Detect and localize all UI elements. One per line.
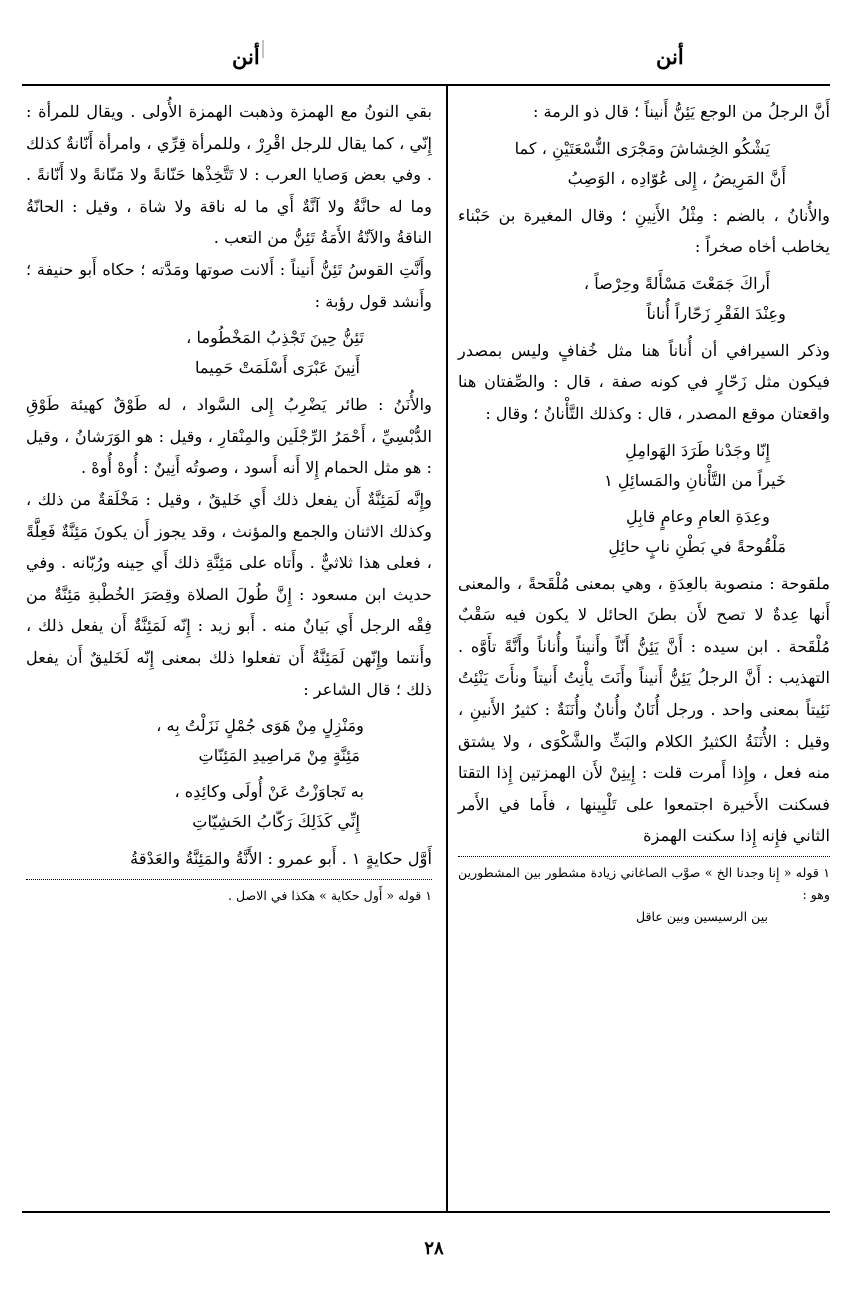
footer-rule <box>22 1211 830 1213</box>
footnote-text: ١ قوله « أَول حكاية » هكذا في الاصل . <box>227 887 432 903</box>
running-head-right: أنن <box>656 44 684 69</box>
verse-hemistich: به تَجاوَزْتُ عَنْ أُولَى وكائِدِه ، <box>174 782 364 802</box>
paragraph: والأُنانُ ، بالضم : مِثْلُ الأَنِينِ ؛ وقال المغيرة بن حَبْناء يخاطب أخاه صخراً : <box>458 205 830 257</box>
footnote-rule <box>458 856 830 858</box>
footnote-text: ١ قوله « إِنا وجدنا الخ » صوَّب الصاغاني زيادة مشطور بين المشطورين وهو : <box>458 864 830 902</box>
paragraph: بقي النونُ مع الهمزة وذهبت الهمزة الأُولى . ويقال للمرأة : إِنّي ، كما يقال للرجل اقْرِرْ ، وللمرأة قِرِّي ، وامرأة أَنّانةٌ كذلك . وفي بعض وَصايا العرب : لا تَتَّخِذْها حَنّانةً ولا مَنّانةً ولا أَنّانةً . وما له حانَّةٌ ولا آنَّةٌ أَي ما له ناقة ولا شاة ، وقيل : الحانّةُ الناقةُ والآنّةُ الأَمَةُ تَئِنُّ من التعب . <box>26 102 432 248</box>
page-number: ٢٨ <box>424 1238 444 1259</box>
verse-hemistich: أَنِينَ عَبْرَى أَسْلَمَتْ حَمِيما <box>194 358 360 378</box>
verse-hemistich: أَنَّ المَرِيضُ ، إِلى عُوّادِه ، الوَصِبُ <box>567 168 786 188</box>
verse-hemistich: وعِدَةِ العامِ وعامٍ قابِلِ <box>626 506 770 526</box>
footnote-verse: بين الرسيسين وبين عاقل <box>635 908 768 924</box>
paragraph: أَوَّل حكايةٍ ١ . أَبو عمرو : الأَنَّةُ والمَئِنَّةُ والعَدْقةُ <box>130 849 432 869</box>
column-divider <box>446 86 448 1211</box>
verse-hemistich: أَراكَ جَمَعْتَ مَسْأَلةً وحِرْصاً ، <box>583 273 770 293</box>
verse <box>26 323 432 383</box>
verse-hemistich: خَيراً من التَّأْنانِ والمَسائِلِ ١ <box>604 470 786 490</box>
verse-hemistich: ومَنْزِلٍ مِنْ هَوَى جُمْلٍ نَزَلْتُ بِه ، <box>156 716 364 736</box>
verse-hemistich: إِنّا وجَدْنا طَرَدَ الهَوامِلِ <box>625 440 770 460</box>
verse <box>26 711 432 771</box>
right-column <box>458 96 830 928</box>
verse-hemistich: تَئِنُّ حِينَ تَجْذِبُ المَخْطُوما ، <box>186 328 364 348</box>
paragraph: والأُنَنُ : طائر يَضْرِبُ إِلى السَّواد ، له طَوْقٌ كهيئة طَوْقِ الدُّبْسِيِّ ، أَحْمَرُ الرِّجْلَين والمِنْقارِ ، وقيل : هو الوَرَشانُ ، وقيل : هو مثل الحمام إِلا أَنه أَسود ، وصوتُه أَنِينٌ : أُوهْ أُوهْ . <box>26 395 432 478</box>
verse-hemistich: وعِنْدَ الفَقْرِ زَحّاراً أُناناً <box>646 303 786 323</box>
ink-speck <box>262 40 264 58</box>
verse-hemistich: مَلْقُوحةً في بَطْنِ نابٍ حائِلِ <box>608 536 786 556</box>
verse <box>26 777 432 837</box>
verse <box>458 269 830 329</box>
running-head-left: أنن <box>232 44 260 69</box>
footnote-rule <box>26 879 432 881</box>
left-column <box>26 96 432 907</box>
paragraph: وذكر السيرافي أن أُناناً هنا مثل خُفافٍ وليس بمصدر فيكون مثل زَحّارٍ في كونه صفة ، قال : والصِّفتان هنا واقعتان موقع المصدر ، قال : وكذلك التَّأْنانُ ؛ وقال : <box>458 340 830 423</box>
verse <box>458 134 830 194</box>
paragraph: وأَنَّتِ القوسُ تَئِنُّ أَنيناً : أَلانت صوتها ومَدَّته ؛ حكاه أَبو حنيفة ؛ وأَنشد قول رؤبة : <box>26 259 432 311</box>
paragraph: أَنَّ الرجلُ من الوجع يَئِنُّ أَنيناً ؛ قال ذو الرمة : <box>532 102 830 121</box>
verse-hemistich: إِنِّي كَذَلِكَ رَكّابُ الحَشِيّاتِ <box>192 812 360 832</box>
footnote <box>26 885 432 907</box>
verse <box>458 436 830 496</box>
verse <box>458 502 830 562</box>
header-rule <box>22 84 830 86</box>
paragraph: ملقوحة : منصوبة بالعِدَةِ ، وهي بمعنى مُلْقَحةً ، والمعنى أَنها عِدةٌ لا تصح لأَن بطنَ الحائل لا يكون فيه سَقْبٌ مُلْقَحة . ابن سيده : أَنَّ يَئِنُّ أَنّاً وأَنيناً وأُناناً وأَنَّةً تأَوَّه . التهذيب : أَنَّ الرجلُ يَئِنُّ أَنيناً وأَنَتَ يأْنِتُ أَنيتاً ونأَتَ يَنْئِتُ نَئِيتاً بمعنى واحد . ورجل أُنَانٌ وأُنانٌ وأُنَنَةٌ : كثيرُ الأَنينِ ، وقيل : الأُنَنَةُ الكثيرُ الكلام والبَثِّ والشَّكْوَى ، ولا يشتق منه فعل ، وإِذا أَمرت قلت : إِينِنْ لأَن الهمزتين إِذا التقتا فسكنت الأَخيرة اجتمعوا على تَلْيِينها ، فأَما في الأَمر الثاني فإِنه إِذا سكنت الهمزة <box>458 573 830 846</box>
verse-hemistich: يَشْكُو الخِشاشَ ومَجْرَى النُّسْعَتَيْنِ ، كما <box>514 138 770 158</box>
paragraph: وإِنَّه لَمَئِنَّةٌ أَن يفعل ذلك أَي خَليقٌ ، وقيل : مَخْلَقةٌ من ذلك ، وكذلك الاثنان والجمع والمؤنث ، وقد يجوز أَن يكونَ مَئِنَّةٌ فَعِلَّةً ، فعلى هذا ثلاثيٌّ . وأَتاه على مَئِنَّةِ ذلك أَي حِينه ورُبّانه . وفي حديث ابن مسعود : إِنَّ طُولَ الصلاة وقِصَرَ الخُطْبةِ مَئِنَّةٌ من فِقْه الرجل أَي بَيانٌ منه . أَبو زيد : إِنّه لَمَئِنَّةٌ أَن يفعل ذلك ، وأَنتما وإِنّهن لَمَئِنَّةٌ أَن تفعلوا ذلك بمعنى إِنّه لَخَليقٌ أَن يفعل ذلك ؛ قال الشاعر : <box>26 489 432 699</box>
verse-hemistich: مَئِنَّةٍ مِنْ مَراصِيدِ المَئِنّاتِ <box>198 746 360 766</box>
footnote <box>458 862 830 928</box>
